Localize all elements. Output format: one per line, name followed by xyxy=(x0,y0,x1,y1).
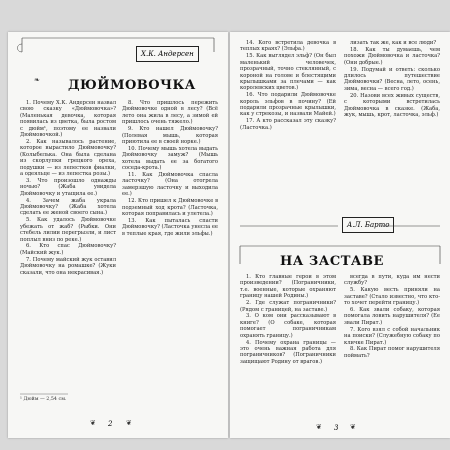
question: 15. Как выглядел эльф? (Он был маленький человечек, прозрачный, точно стеклянный, с короной на голове и блестящими крылышками за плечами — как королевских цветов.) xyxy=(240,53,336,92)
question: 10. Почему мышь хотела выдать Дюймовочку замуж? (Мышь хотела выдать ее за богатого соседа-крота.) xyxy=(122,145,218,172)
question: всегда в пути, куда им нести службу? xyxy=(344,274,440,287)
ornament-icon: ❦ xyxy=(350,423,356,431)
questions-column-1 xyxy=(20,100,116,385)
questions-column-3 xyxy=(240,40,336,180)
questions-column-5 xyxy=(240,274,336,414)
question: 7. Почему майский жук оставил Дюймовочку на ромашке? (Жуки сказали, что она некрасивая.) xyxy=(20,256,116,276)
question: 11. Как Дюймовочка спасла ласточку? (Она отогрела замерзшую ласточку и выходила ее.) xyxy=(122,171,218,198)
question: 8. Как Пират помог нарушителя поймать? xyxy=(344,346,440,359)
ornament-icon: ❦ xyxy=(316,423,322,431)
page-number: 3 xyxy=(334,424,339,432)
right-page xyxy=(230,32,450,438)
question: 20. Назови всех живых существ, с которыми встретилась Дюймовочка в сказке. (Жаба, жук, мышь, крот, ласточка, эльф.) xyxy=(344,92,440,118)
question: 12. Кто пришел к Дюймовочке в подземный ход крота? (Ласточка, которая поправилась и улетела.) xyxy=(122,198,218,217)
author-box: А.Л. Барто xyxy=(342,217,394,233)
author-box: Х.К. Андерсен xyxy=(136,46,199,62)
question: 5. Как удалось Дюймовочке убежать от жаб? (Рыбки. Они стебель лилии перегрызли, и лист поплыл вниз по реке.) xyxy=(20,217,116,243)
question: 14. Кого встретила девочка в теплых краях? (Эльфа.) xyxy=(240,40,336,53)
question: 18. Как ты думаешь, чем похожи Дюймовочка и ласточка? (Они добрые.) xyxy=(344,46,440,66)
question: 7. Кого взял с собой начальник на поиски? (Служебную собаку по кличке Пират.) xyxy=(344,326,440,346)
page-number: 2 xyxy=(108,420,113,428)
questions-column-2 xyxy=(122,100,218,385)
question: 6. Кто спас Дюймовочку? (Майский жук.) xyxy=(20,243,116,256)
ornament-icon: ❦ xyxy=(90,419,96,427)
question: 3. Что произошло однажды ночью? (Жаба увидела Дюймовочку и утащила ее.) xyxy=(20,177,116,197)
question: 4. Почему охрана границы — это очень важная работа для пограничников? (Пограничники защищают Родину от врагов.) xyxy=(240,339,336,365)
question: лизать так же, как и все люди? xyxy=(350,40,437,46)
story-title: НА ЗАСТАВЕ xyxy=(280,254,384,269)
questions-column-4 xyxy=(344,40,440,180)
story-title: ДЮЙМОВОЧКА xyxy=(68,78,196,93)
question: 2. Как называлось растение, которое вырастило Дюймовочку? (Колыбелька. Она была сделана из скорлупки грецкого ореха, подушки — из лепестков фиалки, а одеяльце — из лепестка розы.) xyxy=(20,138,116,177)
question: 6. Как звали собаку, которая помогала ловить нарушителя? (Ее звали Пират.) xyxy=(344,307,440,326)
question: 19. Подумай и ответь: сколько длилось путешествие Дюймовочки? (Весна, лето, осень, зима, весна — всего год.) xyxy=(344,66,440,92)
question: 9. Кто нашел Дюймовочку? (Полевая мышь, которая приютила ее в своей норке.) xyxy=(122,126,218,145)
question: 13. Как пыталась спасти Дюймовочку? (Ласточка унесла ее в теплые края, где жили эльфы.) xyxy=(122,217,218,237)
question: 1. Кто главные герои в этом произведении? (Пограничники, т.е. военные, которые охраняют границу нашей Родины.) xyxy=(240,274,336,300)
ornament-icon: ❧ xyxy=(34,76,40,84)
question: 16. Что подарили Дюймовочке король эльфов в почину? (Ей подарили прозрачные крылышки, как у стрекозы, и назвали Майей.) xyxy=(240,92,336,118)
question: 5. Какую весть приняли на заставе? (Стало известно, что кто-то хочет перейти границу.) xyxy=(344,287,440,307)
footnote: ¹ Дюйм — 2,54 см. xyxy=(20,397,67,402)
left-page xyxy=(8,32,228,438)
questions-column-6 xyxy=(344,274,440,414)
question: 8. Что пришлось пережить Дюймовочке одной в лесу? (Всё лето она жила в лесу, а зимой ей пришлось очень тяжело.) xyxy=(122,100,218,126)
question: 1. Почему Х.К. Андерсен назвал свою сказку «Дюймовочка»? (Маленькая девочка, которая появилась из цветка, была ростом с дюйм¹, поэтому ее назвали Дюймовочкой.) xyxy=(20,100,116,139)
ornament-icon: ❦ xyxy=(126,419,132,427)
question: 4. Зачем жаба украла Дюймовочку? (Жаба хотела сделать ее женой своего сына.) xyxy=(20,197,116,217)
question: 3. О ком они рассказывают в книге? (О собаке, которая помогает пограничникам охранять границу.) xyxy=(240,313,336,339)
question: 17. А кто рассказал эту сказку? (Ласточка.) xyxy=(240,118,336,131)
question: 2. Где служат пограничники? (Рядом с границей, на заставе.) xyxy=(240,300,336,313)
